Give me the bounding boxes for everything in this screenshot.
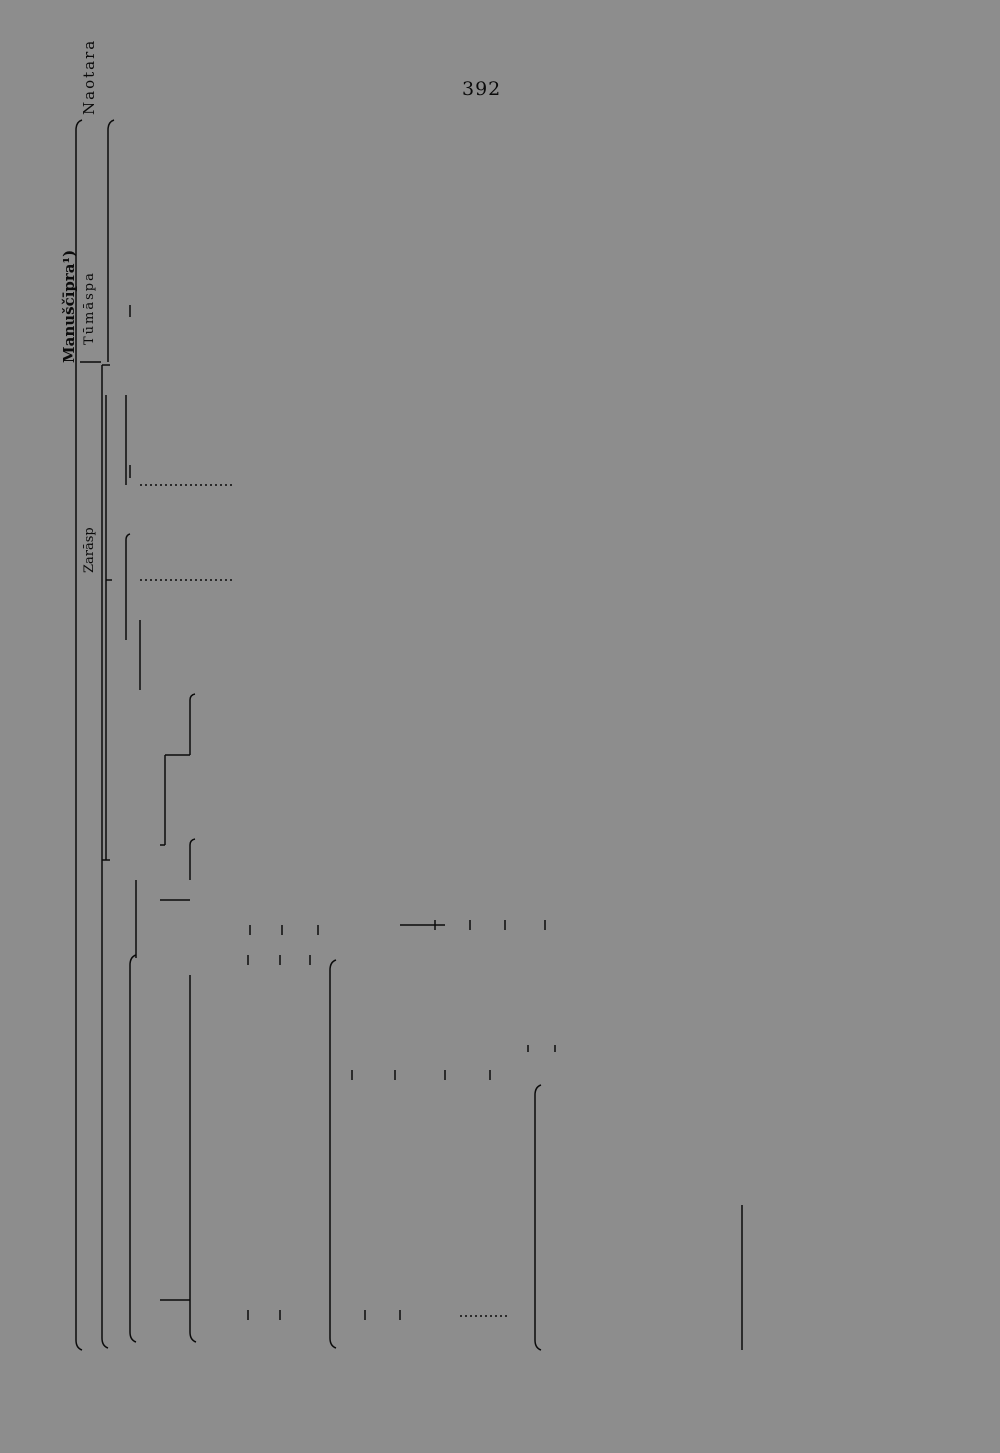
zarasp-header: Zarāsp	[82, 527, 97, 573]
tumaspa-header: Tūmāspa	[82, 271, 97, 345]
page-number: 392	[462, 78, 502, 100]
naotara-header: Naotara	[80, 38, 98, 115]
root-name: Manuščīpra¹)	[60, 249, 78, 363]
